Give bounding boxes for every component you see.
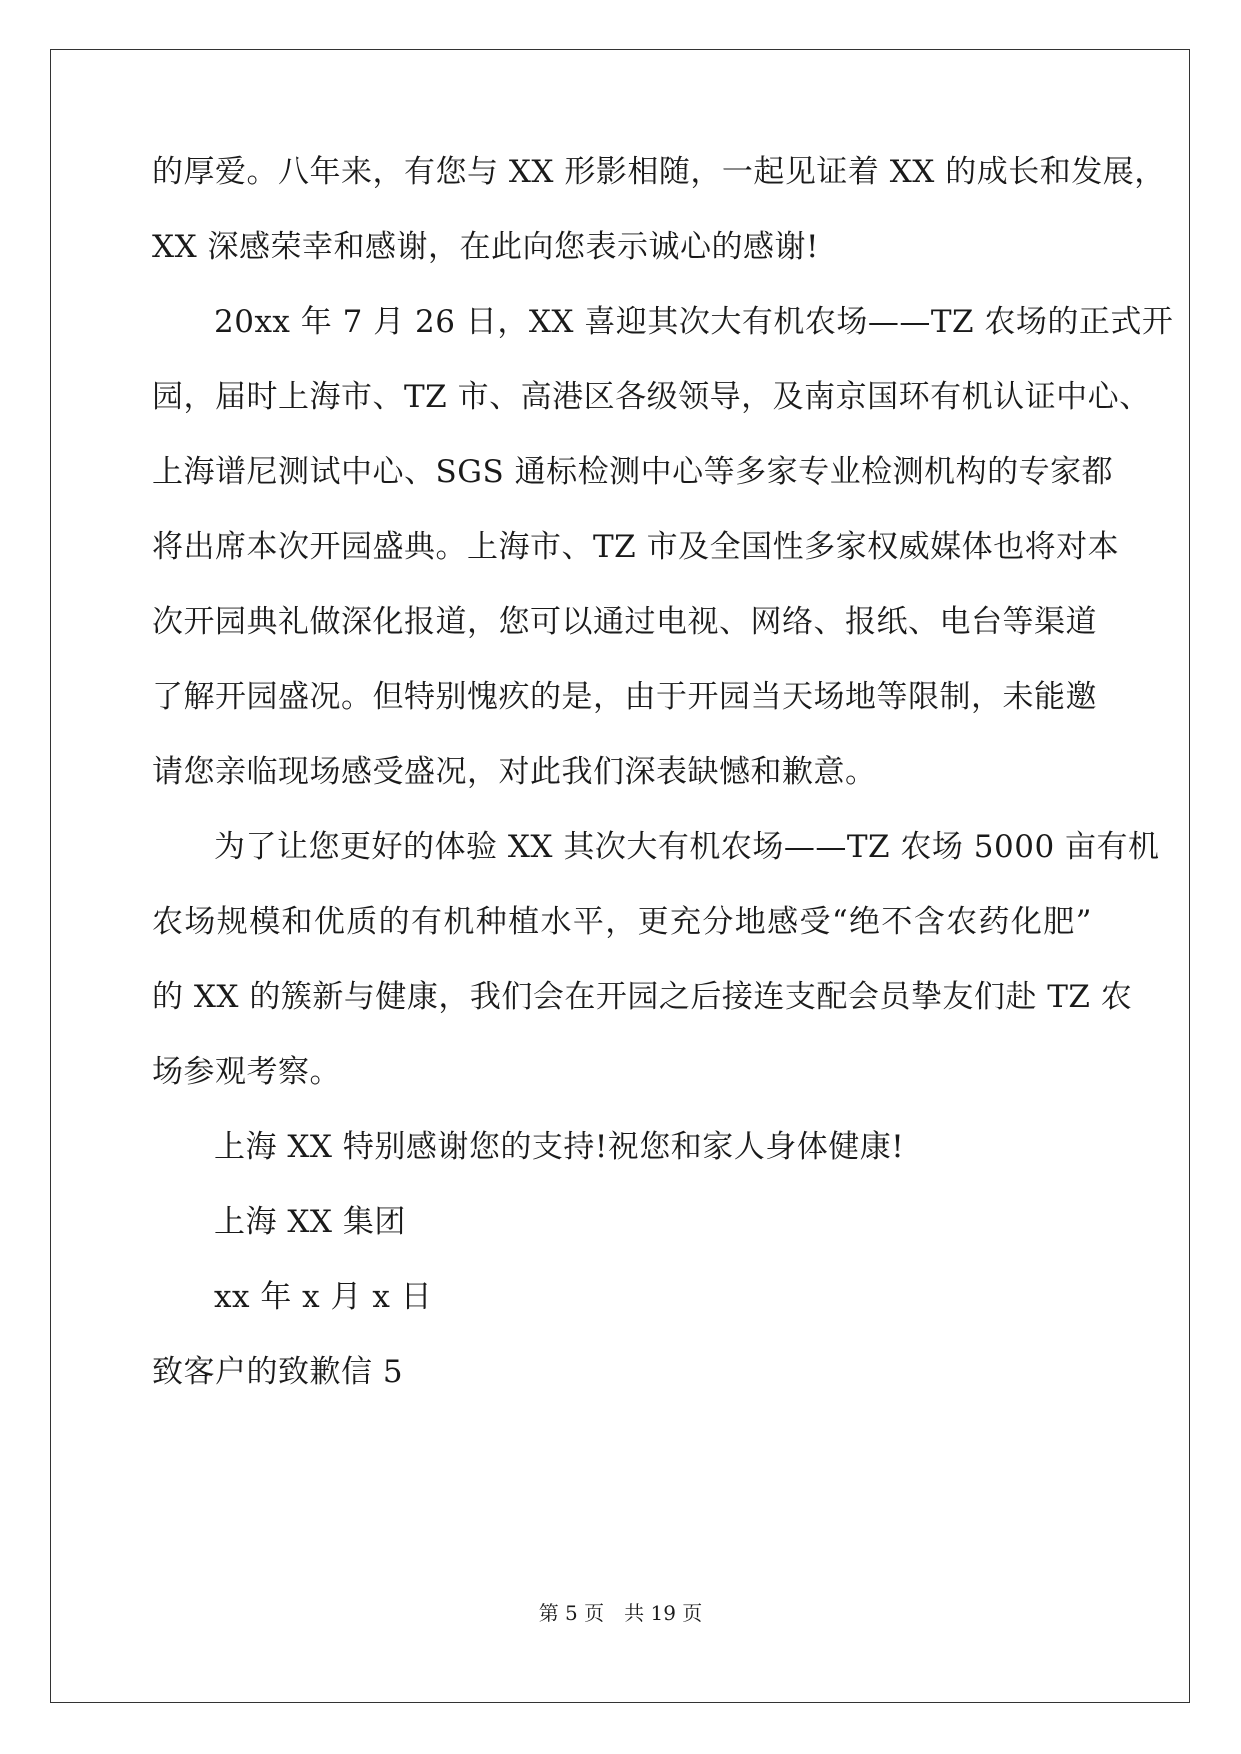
body-text-line: 请您亲临现场感受盛况，对此我们深表缺憾和歉意。 (152, 754, 877, 790)
closing-greeting: 上海 XX 特别感谢您的支持!祝您和家人身体健康! (214, 1129, 905, 1165)
page-footer (0, 1600, 1241, 1626)
section-heading: 致客户的致歉信 5 (152, 1354, 404, 1390)
body-text-line: 次开园典礼做深化报道，您可以通过电视、网络、报纸、电台等渠道 (152, 604, 1097, 640)
body-text-line: 场参观考察。 (152, 1054, 341, 1090)
body-text-line: XX 深感荣幸和感谢，在此向您表示诚心的感谢! (152, 229, 819, 265)
signature-date: xx 年 x 月 x 日 (214, 1279, 433, 1315)
page-number: 第 5 页 (538, 1601, 605, 1625)
body-text-line: 农场规模和优质的有机种植水平，更充分地感受“绝不含农药化肥” (152, 904, 1092, 940)
body-text-line: 为了让您更好的体验 XX 其次大有机农场——TZ 农场 5000 亩有机 (214, 829, 1160, 865)
body-text-line: 20xx 年 7 月 26 日，XX 喜迎其次大有机农场——TZ 农场的正式开 (214, 304, 1174, 340)
body-text-line: 的厚爱。八年来，有您与 XX 形影相随，一起见证着 XX 的成长和发展， (152, 154, 1166, 190)
page-border (50, 49, 1190, 1703)
body-text-line: 了解开园盛况。但特别愧疚的是，由于开园当天场地等限制，未能邀 (152, 679, 1097, 715)
page-total: 共 19 页 (624, 1601, 703, 1625)
body-text-line: 将出席本次开园盛典。上海市、TZ 市及全国性多家权威媒体也将对本 (152, 529, 1120, 565)
body-text-line: 上海谱尼测试中心、SGS 通标检测中心等多家专业检测机构的专家都 (152, 454, 1114, 490)
signature-org: 上海 XX 集团 (214, 1204, 406, 1240)
body-text-line: 园，届时上海市、TZ 市、高港区各级领导，及南京国环有机认证中心、 (152, 379, 1151, 415)
body-text-line: 的 XX 的簇新与健康，我们会在开园之后接连支配会员挚友们赴 TZ 农 (152, 979, 1133, 1015)
